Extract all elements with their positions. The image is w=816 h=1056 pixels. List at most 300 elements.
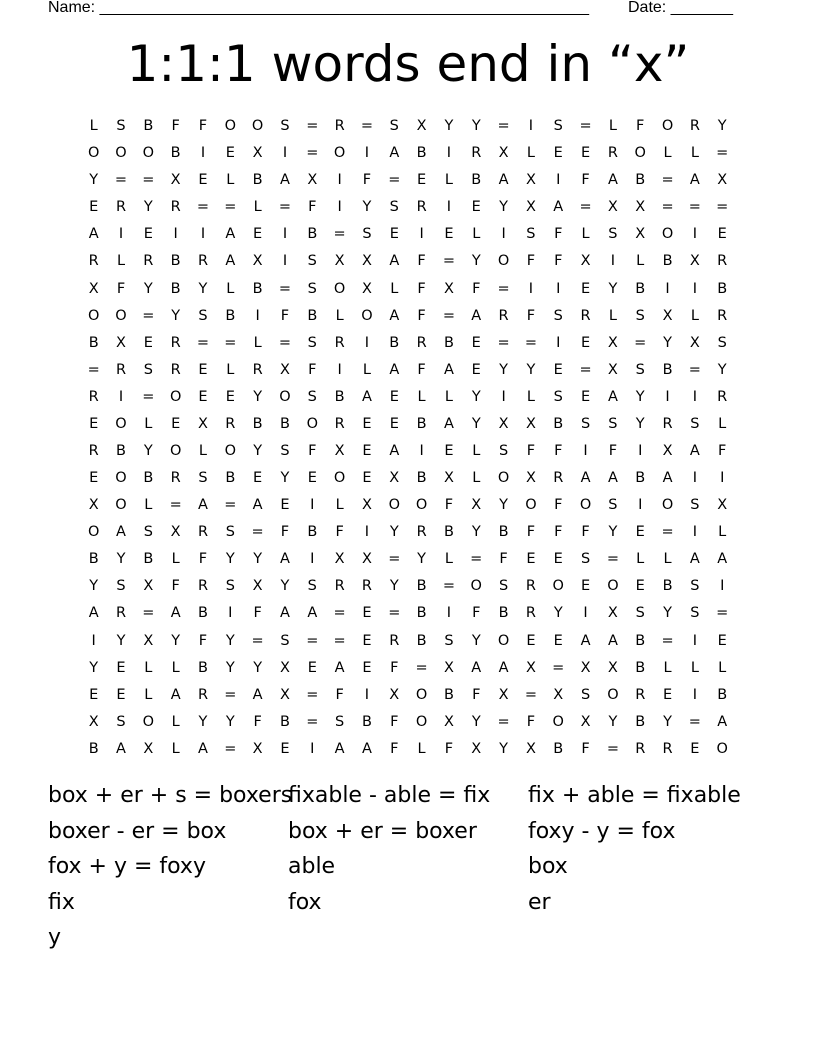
grid-letter: Y xyxy=(444,118,454,135)
grid-letter: S xyxy=(635,361,645,378)
grid-letter: I xyxy=(364,524,370,541)
grid-letter: A xyxy=(471,659,482,676)
grid-letter: F xyxy=(253,605,262,622)
grid-letter: E xyxy=(526,632,536,649)
grid-letter: = xyxy=(524,686,537,703)
grid-letter: I xyxy=(556,280,561,297)
grid-row xyxy=(80,303,736,330)
grid-letter: O xyxy=(552,578,564,595)
grid-letter: E xyxy=(444,442,454,459)
grid-letter: B xyxy=(170,280,181,297)
grid-letter: L xyxy=(226,172,235,189)
grid-letter: A xyxy=(361,388,372,405)
grid-letter: Y xyxy=(171,632,181,649)
grid-letter: O xyxy=(142,713,155,730)
grid-letter: X xyxy=(553,686,564,703)
grid-letter: E xyxy=(253,470,263,487)
grid-letter: I xyxy=(556,172,561,189)
grid-letter: B xyxy=(334,388,345,405)
grid-letter: R xyxy=(498,307,509,324)
grid-letter: E xyxy=(116,686,126,703)
grid-letter: = xyxy=(497,334,510,351)
grid-letter: Y xyxy=(280,470,290,487)
grid-letter: Y xyxy=(499,199,509,216)
grid-letter: X xyxy=(443,470,454,487)
grid-row xyxy=(80,113,736,140)
grid-letter: L xyxy=(116,253,126,270)
grid-letter: S xyxy=(580,551,591,568)
grid-letter: I xyxy=(310,497,315,514)
grid-letter: I xyxy=(337,361,342,378)
grid-letter: S xyxy=(553,388,563,405)
grid-letter: I xyxy=(446,145,452,162)
grid-letter: = xyxy=(716,145,729,162)
grid-letter: B xyxy=(635,172,646,189)
grid-letter: O xyxy=(579,497,592,514)
grid-letter: X xyxy=(498,686,509,703)
grid-letter: Y xyxy=(116,632,126,649)
grid-letter: L xyxy=(608,307,617,324)
grid-letter: Y xyxy=(389,524,399,541)
grid-row xyxy=(80,411,736,438)
grid-letter: X xyxy=(361,280,372,297)
grid-letter: Y xyxy=(389,578,399,595)
grid-letter: = xyxy=(688,361,701,378)
grid-letter: X xyxy=(607,659,618,676)
grid-letter: R xyxy=(88,442,99,459)
grid-letter: E xyxy=(717,226,727,243)
grid-letter: F xyxy=(198,118,208,135)
grid-letter: = xyxy=(470,551,483,568)
grid-row xyxy=(80,709,736,736)
grid-letter: O xyxy=(661,497,674,514)
grid-letter: Y xyxy=(499,740,509,757)
grid-letter: F xyxy=(417,307,426,324)
grid-letter: B xyxy=(443,334,454,351)
grid-letter: E xyxy=(417,172,427,189)
grid-letter: L xyxy=(690,659,699,676)
grid-letter: E xyxy=(362,442,372,459)
grid-letter: A xyxy=(116,740,126,757)
grid-letter: S xyxy=(717,334,727,351)
grid-letter: S xyxy=(389,199,399,216)
grid-letter: I xyxy=(228,605,233,622)
grid-letter: L xyxy=(636,551,645,568)
grid-letter: F xyxy=(308,199,317,216)
grid-letter: X xyxy=(607,605,618,622)
grid-letter: = xyxy=(224,497,237,514)
word-list-item: foxy - y = fox xyxy=(528,818,676,844)
word-list-item: fix + able = fixable xyxy=(528,783,741,808)
grid-letter: S xyxy=(143,361,153,378)
grid-letter: Y xyxy=(499,361,509,378)
grid-letter: B xyxy=(717,280,728,297)
grid-letter: B xyxy=(116,442,126,459)
grid-letter: R xyxy=(662,415,673,432)
word-list-item: able xyxy=(288,854,336,880)
grid-letter: R xyxy=(197,524,209,541)
grid-letter: O xyxy=(169,388,182,405)
grid-letter: X xyxy=(471,497,482,514)
grid-letter: A xyxy=(389,442,400,459)
grid-letter: L xyxy=(226,280,235,297)
grid-letter: E xyxy=(553,361,563,378)
grid-letter: A xyxy=(389,307,400,324)
grid-letter: Y xyxy=(143,442,153,459)
grid-letter: = xyxy=(388,172,401,189)
grid-letter: L xyxy=(663,145,672,162)
grid-letter: L xyxy=(144,686,153,703)
grid-letter: B xyxy=(416,145,427,162)
grid-letter: I xyxy=(692,388,698,405)
grid-letter: X xyxy=(88,713,99,730)
grid-letter: L xyxy=(526,145,535,162)
grid-letter: A xyxy=(607,632,618,649)
grid-letter: O xyxy=(224,442,237,459)
grid-letter: F xyxy=(581,524,590,541)
grid-letter: B xyxy=(198,605,208,622)
grid-letter: B xyxy=(635,632,646,649)
word-list-item: boxer - er = box xyxy=(48,818,227,844)
grid-letter: = xyxy=(333,226,346,243)
grid-letter: F xyxy=(554,442,563,459)
grid-letter: Y xyxy=(198,280,208,297)
grid-letter: O xyxy=(716,740,728,757)
grid-letter: R xyxy=(170,470,181,487)
grid-letter: F xyxy=(472,280,481,297)
grid-letter: E xyxy=(690,740,700,757)
grid-letter: I xyxy=(173,226,178,243)
grid-letter: X xyxy=(307,172,318,189)
grid-letter: S xyxy=(608,415,618,432)
grid-letter: E xyxy=(198,172,208,189)
grid-letter: Y xyxy=(608,713,618,730)
grid-letter: Y xyxy=(225,659,235,676)
grid-letter: L xyxy=(526,388,535,405)
grid-letter: A xyxy=(225,253,236,270)
grid-letter: = xyxy=(224,686,237,703)
grid-letter: I xyxy=(282,226,288,243)
grid-letter: B xyxy=(416,470,427,487)
grid-letter: A xyxy=(689,172,700,189)
grid-letter: I xyxy=(419,442,424,459)
grid-letter: = xyxy=(306,713,319,730)
grid-letter: Y xyxy=(526,361,536,378)
grid-letter: B xyxy=(498,605,509,622)
grid-letter: F xyxy=(526,524,536,541)
grid-letter: Y xyxy=(608,280,618,297)
grid-letter: O xyxy=(87,145,100,162)
grid-letter: E xyxy=(580,388,591,405)
grid-letter: L xyxy=(663,659,672,676)
grid-letter: O xyxy=(251,118,264,135)
grid-letter: I xyxy=(364,334,370,351)
grid-letter: O xyxy=(361,307,373,324)
grid-letter: E xyxy=(280,497,290,514)
grid-letter: S xyxy=(116,118,126,135)
grid-letter: X xyxy=(607,334,618,351)
grid-letter: = xyxy=(224,199,237,216)
grid-letter: Y xyxy=(417,551,427,568)
grid-letter: E xyxy=(389,415,399,432)
grid-letter: S xyxy=(225,524,235,541)
grid-row xyxy=(80,167,736,194)
grid-letter: Y xyxy=(471,388,481,405)
grid-letter: S xyxy=(362,226,372,243)
grid-letter: A xyxy=(170,605,181,622)
grid-letter: X xyxy=(717,497,728,514)
grid-letter: I xyxy=(310,740,315,757)
grid-letter: E xyxy=(553,632,563,649)
grid-letter: O xyxy=(142,145,155,162)
grid-letter: = xyxy=(688,199,701,216)
grid-letter: S xyxy=(526,226,536,243)
grid-letter: S xyxy=(116,578,126,595)
grid-letter: F xyxy=(171,578,180,595)
grid-letter: L xyxy=(472,226,481,243)
grid-letter: I xyxy=(638,497,643,514)
grid-letter: = xyxy=(606,740,619,757)
grid-letter: O xyxy=(607,578,619,595)
grid-letter: L xyxy=(690,307,699,324)
grid-letter: X xyxy=(279,659,290,676)
grid-letter: B xyxy=(635,713,646,730)
grid-letter: S xyxy=(635,307,645,324)
grid-letter: = xyxy=(716,605,729,622)
grid-letter: B xyxy=(662,578,673,595)
grid-letter: L xyxy=(335,497,344,514)
grid-letter: Y xyxy=(143,280,153,297)
grid-letter: Y xyxy=(717,361,727,378)
grid-letter: X xyxy=(252,740,263,757)
grid-letter: F xyxy=(472,686,481,703)
grid-letter: E xyxy=(471,199,481,216)
grid-letter: X xyxy=(525,740,536,757)
grid-letter: F xyxy=(198,632,208,649)
grid-letter: Y xyxy=(663,713,672,730)
grid-row xyxy=(80,140,736,167)
grid-letter: I xyxy=(720,578,725,595)
grid-letter: Y xyxy=(225,632,235,649)
grid-letter: B xyxy=(252,415,263,432)
grid-letter: B xyxy=(88,551,99,568)
grid-letter: = xyxy=(142,172,155,189)
grid-letter: E xyxy=(580,334,591,351)
grid-letter: = xyxy=(552,659,565,676)
grid-letter: F xyxy=(390,740,399,757)
grid-letter: L xyxy=(472,442,481,459)
grid-letter: E xyxy=(225,388,235,405)
grid-letter: A xyxy=(717,713,728,730)
grid-letter: E xyxy=(198,388,208,405)
grid-letter: = xyxy=(579,118,592,135)
grid-letter: E xyxy=(116,659,126,676)
grid-letter: I xyxy=(446,605,452,622)
grid-letter: X xyxy=(525,470,536,487)
grid-letter: = xyxy=(333,632,346,649)
grid-letter: S xyxy=(307,578,317,595)
grid-letter: O xyxy=(333,470,346,487)
grid-letter: F xyxy=(444,740,454,757)
grid-letter: E xyxy=(389,226,399,243)
grid-letter: L xyxy=(253,199,262,216)
grid-letter: X xyxy=(443,659,454,676)
grid-letter: L xyxy=(335,307,344,324)
grid-letter: F xyxy=(554,524,563,541)
grid-letter: L xyxy=(171,659,180,676)
grid-letter: S xyxy=(307,334,317,351)
grid-letter: O xyxy=(224,118,237,135)
grid-letter: Y xyxy=(253,388,263,405)
grid-letter: X xyxy=(498,415,509,432)
grid-letter: A xyxy=(116,524,126,541)
grid-letter: R xyxy=(361,578,372,595)
grid-letter: E xyxy=(471,361,481,378)
word-list-item: box xyxy=(528,854,568,880)
grid-letter: = xyxy=(360,118,374,135)
grid-letter: L xyxy=(390,280,399,297)
grid-letter: L xyxy=(171,551,180,568)
grid-letter: L xyxy=(581,226,590,243)
grid-letter: B xyxy=(416,605,427,622)
grid-letter: = xyxy=(497,280,510,297)
grid-letter: R xyxy=(115,605,127,622)
grid-letter: O xyxy=(115,415,127,432)
grid-letter: F xyxy=(417,361,426,378)
grid-letter: B xyxy=(88,334,99,351)
grid-letter: B xyxy=(471,172,482,189)
grid-letter: B xyxy=(198,659,208,676)
grid-letter: X xyxy=(689,334,700,351)
grid-letter: Y xyxy=(171,307,181,324)
grid-letter: E xyxy=(717,632,727,649)
grid-letter: E xyxy=(362,415,372,432)
grid-letter: L xyxy=(690,145,699,162)
grid-letter: L xyxy=(718,659,727,676)
grid-letter: F xyxy=(526,253,536,270)
grid-letter: F xyxy=(499,551,508,568)
grid-letter: F xyxy=(472,605,481,622)
grid-letter: X xyxy=(607,199,618,216)
grid-letter: A xyxy=(689,442,700,459)
grid-letter: A xyxy=(607,470,618,487)
grid-letter: Y xyxy=(253,659,263,676)
grid-letter: = xyxy=(524,334,537,351)
grid-row xyxy=(80,573,736,600)
grid-letter: Y xyxy=(635,415,645,432)
grid-letter: A xyxy=(389,361,400,378)
grid-letter: E xyxy=(662,686,673,703)
grid-letter: Y xyxy=(253,442,263,459)
grid-row xyxy=(80,357,736,384)
grid-letter: Y xyxy=(89,172,99,189)
grid-letter: E xyxy=(635,524,645,541)
grid-letter: = xyxy=(579,199,592,216)
grid-letter: F xyxy=(581,172,590,189)
grid-letter: B xyxy=(88,740,99,757)
grid-letter: Y xyxy=(663,605,672,622)
grid-letter: R xyxy=(170,334,181,351)
grid-letter: O xyxy=(497,632,510,649)
grid-letter: = xyxy=(442,307,455,324)
word-list-item: fox + y = foxy xyxy=(48,854,206,880)
grid-letter: Y xyxy=(89,659,99,676)
grid-letter: O xyxy=(87,307,100,324)
grid-letter: F xyxy=(444,497,454,514)
grid-letter: X xyxy=(170,172,181,189)
grid-letter: F xyxy=(390,659,399,676)
grid-letter: A xyxy=(689,551,700,568)
grid-letter: S xyxy=(498,442,509,459)
grid-letter: R xyxy=(115,361,127,378)
grid-letter: X xyxy=(498,145,509,162)
grid-letter: L xyxy=(417,740,426,757)
grid-letter: Y xyxy=(198,713,208,730)
grid-letter: I xyxy=(692,470,698,487)
grid-letter: = xyxy=(196,199,210,216)
grid-letter: O xyxy=(607,686,619,703)
grid-letter: R xyxy=(225,415,236,432)
grid-letter: I xyxy=(692,226,698,243)
grid-letter: B xyxy=(553,740,564,757)
grid-letter: X xyxy=(580,659,591,676)
grid-letter: F xyxy=(554,497,563,514)
grid-letter: = xyxy=(634,334,647,351)
grid-letter: S xyxy=(690,578,700,595)
grid-letter: = xyxy=(661,524,674,541)
grid-letter: A xyxy=(580,470,591,487)
grid-letter: A xyxy=(389,253,400,270)
grid-letter: E xyxy=(143,226,153,243)
grid-letter: F xyxy=(308,361,317,378)
grid-letter: A xyxy=(553,199,564,216)
grid-letter: F xyxy=(554,226,563,243)
grid-letter: B xyxy=(252,280,263,297)
grid-letter: S xyxy=(444,632,454,649)
grid-letter: R xyxy=(143,253,154,270)
grid-letter: X xyxy=(116,334,126,351)
grid-letter: O xyxy=(497,470,510,487)
grid-letter: = xyxy=(87,361,100,378)
grid-letter: R xyxy=(252,361,263,378)
grid-letter: I xyxy=(91,632,96,649)
grid-letter: L xyxy=(718,415,727,432)
grid-letter: F xyxy=(335,686,344,703)
grid-letter: I xyxy=(720,470,725,487)
grid-letter: I xyxy=(364,686,370,703)
grid-letter: A xyxy=(88,605,99,622)
grid-letter: E xyxy=(471,334,481,351)
grid-letter: S xyxy=(280,632,290,649)
grid-letter: F xyxy=(280,307,290,324)
grid-letter: F xyxy=(608,442,618,459)
grid-letter: X xyxy=(252,253,263,270)
grid-letter: A xyxy=(443,415,454,432)
grid-letter: X xyxy=(252,578,263,595)
word-list-item: y xyxy=(48,925,62,951)
grid-letter: R xyxy=(115,199,127,216)
grid-letter: X xyxy=(580,713,591,730)
grid-letter: X xyxy=(198,415,208,432)
grid-letter: X xyxy=(580,253,591,270)
grid-letter: B xyxy=(225,470,236,487)
grid-letter: R xyxy=(717,253,728,270)
grid-letter: S xyxy=(580,686,591,703)
grid-letter: O xyxy=(415,686,428,703)
grid-letter: Y xyxy=(471,253,481,270)
grid-letter: E xyxy=(362,632,372,649)
grid-letter: = xyxy=(306,632,319,649)
